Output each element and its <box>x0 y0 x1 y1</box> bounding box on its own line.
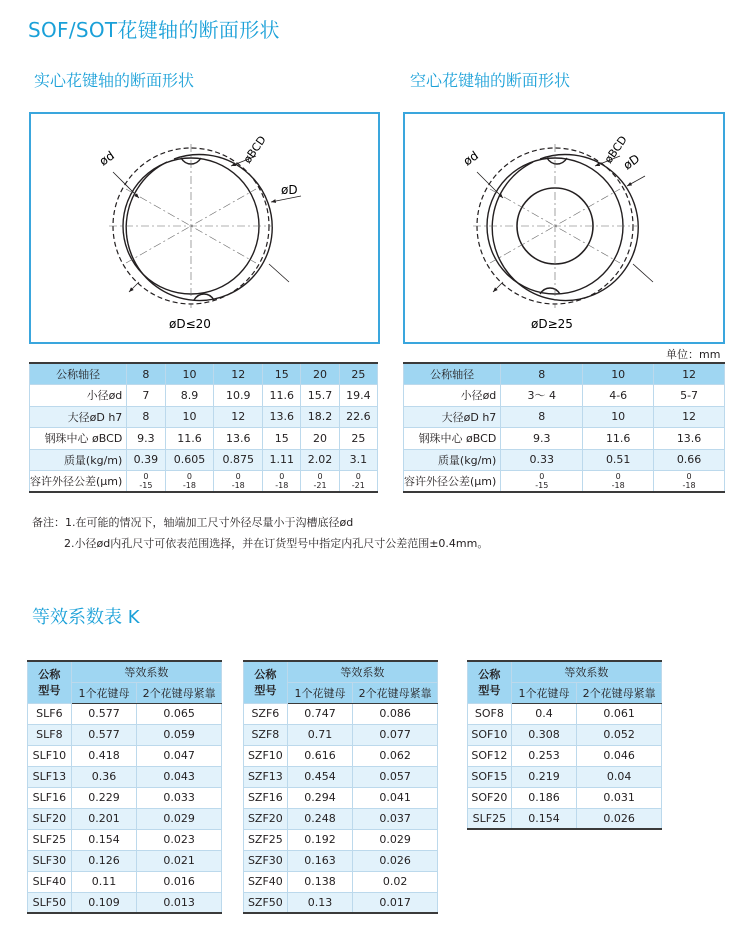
header-cell: 公称轴径 <box>30 363 127 385</box>
model-cell: SOF15 <box>468 766 512 787</box>
table-row <box>404 449 725 471</box>
solid-spec-table <box>29 362 378 493</box>
solid-subtitle: 实心花键轴的断面形状 <box>34 71 195 90</box>
model-cell: SZF8 <box>244 724 288 745</box>
table-row <box>468 787 662 808</box>
table-row <box>244 745 438 766</box>
table-row <box>404 363 725 385</box>
k-value-cell: 0.026 <box>577 808 662 829</box>
model-cell: SLF30 <box>28 850 72 871</box>
model-cell: SOF10 <box>468 724 512 745</box>
model-cell: SOF12 <box>468 745 512 766</box>
k-value-cell: 0.71 <box>287 724 353 745</box>
k-value-cell: 0.047 <box>137 745 222 766</box>
header-cell: 12 <box>654 363 725 385</box>
k-value-cell: 0.031 <box>577 787 662 808</box>
k-value-cell: 0.253 <box>511 745 577 766</box>
model-cell: SLF8 <box>28 724 72 745</box>
k-value-cell: 0.065 <box>137 703 222 724</box>
k-table-3 <box>467 660 662 830</box>
tolerance-cell: 0 -21 <box>339 471 377 493</box>
k-value-cell: 0.037 <box>353 808 438 829</box>
k-value-cell: 0.041 <box>353 787 438 808</box>
table-row <box>244 871 438 892</box>
k-value-cell: 0.154 <box>511 808 577 829</box>
table-cell: 10.9 <box>214 385 263 407</box>
k-value-cell: 0.023 <box>137 829 222 850</box>
table-row <box>28 724 222 745</box>
k-value-cell: 0.013 <box>137 892 222 913</box>
table-cell: 10 <box>165 406 214 428</box>
table-cell: 7 <box>127 385 165 407</box>
k-value-cell: 0.418 <box>71 745 137 766</box>
model-cell: SZF25 <box>244 829 288 850</box>
table-cell: 25 <box>339 428 377 450</box>
hollow-outer-profile <box>492 155 638 301</box>
solid-section-diagram <box>29 112 380 344</box>
k-value-cell: 0.061 <box>577 703 662 724</box>
k-table-title: 等效系数表 K <box>32 607 140 628</box>
k-value-cell: 0.229 <box>71 787 137 808</box>
table-row <box>30 363 378 385</box>
note-1: 备注：1.在可能的情况下，轴端加工尺寸外径尽量小于沟槽底径ød <box>32 516 354 529</box>
tolerance-cell: 0 -21 <box>301 471 339 493</box>
table-row <box>244 892 438 913</box>
table-row <box>28 850 222 871</box>
k-value-cell: 0.026 <box>353 850 438 871</box>
table-row <box>244 766 438 787</box>
k-value-cell: 0.052 <box>577 724 662 745</box>
table-row <box>30 406 378 428</box>
table-row <box>244 661 438 682</box>
k-value-cell: 0.201 <box>71 808 137 829</box>
model-cell: SLF40 <box>28 871 72 892</box>
table-row <box>404 428 725 450</box>
table-row <box>468 661 662 682</box>
k-value-cell: 0.062 <box>353 745 438 766</box>
header-cell: 8 <box>501 363 583 385</box>
table-cell: 13.6 <box>214 428 263 450</box>
k-value-cell: 0.046 <box>577 745 662 766</box>
row-label: 容许外径公差(μm) <box>30 471 127 493</box>
table-row <box>30 428 378 450</box>
table-cell: 13.6 <box>654 428 725 450</box>
table-row <box>30 385 378 407</box>
table-cell: 11.6 <box>165 428 214 450</box>
table-cell: 19.4 <box>339 385 377 407</box>
table-cell: 3～ 4 <box>501 385 583 407</box>
k-value-cell: 0.033 <box>137 787 222 808</box>
table-row <box>404 385 725 407</box>
table-row <box>244 724 438 745</box>
table-row <box>30 449 378 471</box>
table-row <box>28 808 222 829</box>
hollow-section-drawing <box>405 114 723 342</box>
column-header: 1个花键母 <box>511 682 577 703</box>
table-cell: 15 <box>263 428 301 450</box>
model-header: 公称 型号 <box>244 661 288 703</box>
model-cell: SLF6 <box>28 703 72 724</box>
tolerance-cell: 0 -18 <box>214 471 263 493</box>
table-row <box>28 829 222 850</box>
table-cell: 9.3 <box>127 428 165 450</box>
k-value-cell: 0.248 <box>287 808 353 829</box>
table-cell: 13.6 <box>263 406 301 428</box>
table-row <box>468 703 662 724</box>
table-cell: 20 <box>301 428 339 450</box>
model-cell: SZF16 <box>244 787 288 808</box>
k-value-cell: 0.616 <box>287 745 353 766</box>
hollow-label-D: øD <box>620 151 643 173</box>
k-value-cell: 0.577 <box>71 703 137 724</box>
k-value-cell: 0.294 <box>287 787 353 808</box>
tolerance-cell: 0 -18 <box>583 471 654 493</box>
hollow-subtitle: 空心花键轴的断面形状 <box>410 71 571 90</box>
header-cell: 25 <box>339 363 377 385</box>
table-cell: 0.39 <box>127 449 165 471</box>
table-cell: 4-6 <box>583 385 654 407</box>
tolerance-cell: 0 -18 <box>263 471 301 493</box>
column-header: 2个花键母紧靠 <box>137 682 222 703</box>
tolerance-cell: 0 -18 <box>654 471 725 493</box>
table-row <box>244 850 438 871</box>
row-label: 质量(kg/m) <box>30 449 127 471</box>
table-cell: 12 <box>654 406 725 428</box>
table-cell: 5-7 <box>654 385 725 407</box>
k-value-cell: 0.454 <box>287 766 353 787</box>
row-label: 大径øD h7 <box>404 406 501 428</box>
header-cell: 15 <box>263 363 301 385</box>
column-header: 2个花键母紧靠 <box>577 682 662 703</box>
hollow-spec-table <box>403 362 725 493</box>
k-value-cell: 0.021 <box>137 850 222 871</box>
table-cell: 2.02 <box>301 449 339 471</box>
model-cell: SZF10 <box>244 745 288 766</box>
k-value-cell: 0.059 <box>137 724 222 745</box>
k-value-cell: 0.077 <box>353 724 438 745</box>
k-value-cell: 0.029 <box>353 829 438 850</box>
k-value-cell: 0.11 <box>71 871 137 892</box>
column-header: 1个花键母 <box>71 682 137 703</box>
model-cell: SLF20 <box>28 808 72 829</box>
table-row <box>28 892 222 913</box>
k-value-cell: 0.04 <box>577 766 662 787</box>
model-header: 公称 型号 <box>468 661 512 703</box>
table-cell: 8 <box>501 406 583 428</box>
note-2: 2.小径ød内孔尺寸可依表范围选择，并在订货型号中指定内孔尺寸公差范围±0.4mm。 <box>64 537 489 550</box>
notes <box>32 512 488 554</box>
table-cell: 11.6 <box>583 428 654 450</box>
solid-label-D: øD <box>281 183 298 197</box>
k-value-cell: 0.186 <box>511 787 577 808</box>
table-cell: 0.33 <box>501 449 583 471</box>
page-title: SOF/SOT花键轴的断面形状 <box>28 18 280 42</box>
table-row <box>28 661 222 682</box>
table-row <box>468 724 662 745</box>
table-cell: 3.1 <box>339 449 377 471</box>
model-cell: SLF16 <box>28 787 72 808</box>
k-value-cell: 0.219 <box>511 766 577 787</box>
group-header: 等效系数 <box>71 661 221 682</box>
table-cell: 18.2 <box>301 406 339 428</box>
table-row <box>28 787 222 808</box>
table-cell: 11.6 <box>263 385 301 407</box>
k-value-cell: 0.13 <box>287 892 353 913</box>
model-header: 公称 型号 <box>28 661 72 703</box>
model-cell: SZF50 <box>244 892 288 913</box>
tolerance-cell: 0 -15 <box>127 471 165 493</box>
hollow-caption: øD≥25 <box>531 317 573 331</box>
k-value-cell: 0.043 <box>137 766 222 787</box>
header-cell: 10 <box>583 363 654 385</box>
row-label: 大径øD h7 <box>30 406 127 428</box>
solid-label-d: ød <box>96 148 117 169</box>
k-value-cell: 0.057 <box>353 766 438 787</box>
k-value-cell: 0.126 <box>71 850 137 871</box>
table-row <box>468 766 662 787</box>
model-cell: SLF13 <box>28 766 72 787</box>
table-row <box>28 703 222 724</box>
table-row <box>404 471 725 493</box>
table-cell: 0.51 <box>583 449 654 471</box>
hollow-label-bcd: øBCD <box>601 133 630 166</box>
table-cell: 0.66 <box>654 449 725 471</box>
row-label: 容许外径公差(μm) <box>404 471 501 493</box>
table-row <box>28 766 222 787</box>
group-header: 等效系数 <box>287 661 437 682</box>
model-cell: SLF25 <box>28 829 72 850</box>
k-value-cell: 0.109 <box>71 892 137 913</box>
table-row <box>244 703 438 724</box>
table-cell: 0.605 <box>165 449 214 471</box>
model-cell: SZF6 <box>244 703 288 724</box>
group-header: 等效系数 <box>511 661 661 682</box>
k-value-cell: 0.086 <box>353 703 438 724</box>
model-cell: SLF50 <box>28 892 72 913</box>
model-cell: SLF10 <box>28 745 72 766</box>
hollow-section-diagram <box>403 112 725 344</box>
table-row <box>28 745 222 766</box>
header-cell: 12 <box>214 363 263 385</box>
row-label: 质量(kg/m) <box>404 449 501 471</box>
k-value-cell: 0.154 <box>71 829 137 850</box>
header-cell: 20 <box>301 363 339 385</box>
k-value-cell: 0.36 <box>71 766 137 787</box>
table-cell: 8 <box>127 406 165 428</box>
k-table-1 <box>27 660 222 914</box>
header-cell: 公称轴径 <box>404 363 501 385</box>
k-value-cell: 0.016 <box>137 871 222 892</box>
table-cell: 12 <box>214 406 263 428</box>
table-cell: 10 <box>583 406 654 428</box>
header-cell: 8 <box>127 363 165 385</box>
k-value-cell: 0.4 <box>511 703 577 724</box>
table-row <box>468 745 662 766</box>
table-row <box>244 787 438 808</box>
hollow-label-d: ød <box>460 148 481 169</box>
row-label: 钢珠中心 øBCD <box>404 428 501 450</box>
model-cell: SZF30 <box>244 850 288 871</box>
k-table-2 <box>243 660 438 914</box>
model-cell: SZF20 <box>244 808 288 829</box>
table-row <box>468 808 662 829</box>
table-cell: 8.9 <box>165 385 214 407</box>
table-row <box>404 406 725 428</box>
k-value-cell: 0.02 <box>353 871 438 892</box>
tolerance-cell: 0 -18 <box>165 471 214 493</box>
solid-caption: øD≤20 <box>169 317 211 331</box>
k-value-cell: 0.029 <box>137 808 222 829</box>
table-cell: 15.7 <box>301 385 339 407</box>
model-cell: SLF25 <box>468 808 512 829</box>
column-header: 1个花键母 <box>287 682 353 703</box>
table-cell: 9.3 <box>501 428 583 450</box>
table-cell: 0.875 <box>214 449 263 471</box>
table-row <box>30 471 378 493</box>
table-row <box>244 808 438 829</box>
solid-label-bcd: øBCD <box>240 133 269 166</box>
solid-section-drawing <box>31 114 378 342</box>
table-cell: 1.11 <box>263 449 301 471</box>
row-label: 小径ød <box>404 385 501 407</box>
model-cell: SZF13 <box>244 766 288 787</box>
model-cell: SZF40 <box>244 871 288 892</box>
table-row <box>28 871 222 892</box>
k-value-cell: 0.308 <box>511 724 577 745</box>
k-value-cell: 0.577 <box>71 724 137 745</box>
column-header: 2个花键母紧靠 <box>353 682 438 703</box>
k-value-cell: 0.747 <box>287 703 353 724</box>
header-cell: 10 <box>165 363 214 385</box>
model-cell: SOF8 <box>468 703 512 724</box>
row-label: 钢珠中心 øBCD <box>30 428 127 450</box>
model-cell: SOF20 <box>468 787 512 808</box>
unit-label: 单位：mm <box>666 348 721 361</box>
row-label: 小径ød <box>30 385 127 407</box>
tolerance-cell: 0 -15 <box>501 471 583 493</box>
k-value-cell: 0.017 <box>353 892 438 913</box>
k-value-cell: 0.163 <box>287 850 353 871</box>
k-value-cell: 0.192 <box>287 829 353 850</box>
k-value-cell: 0.138 <box>287 871 353 892</box>
table-row <box>244 829 438 850</box>
table-cell: 22.6 <box>339 406 377 428</box>
